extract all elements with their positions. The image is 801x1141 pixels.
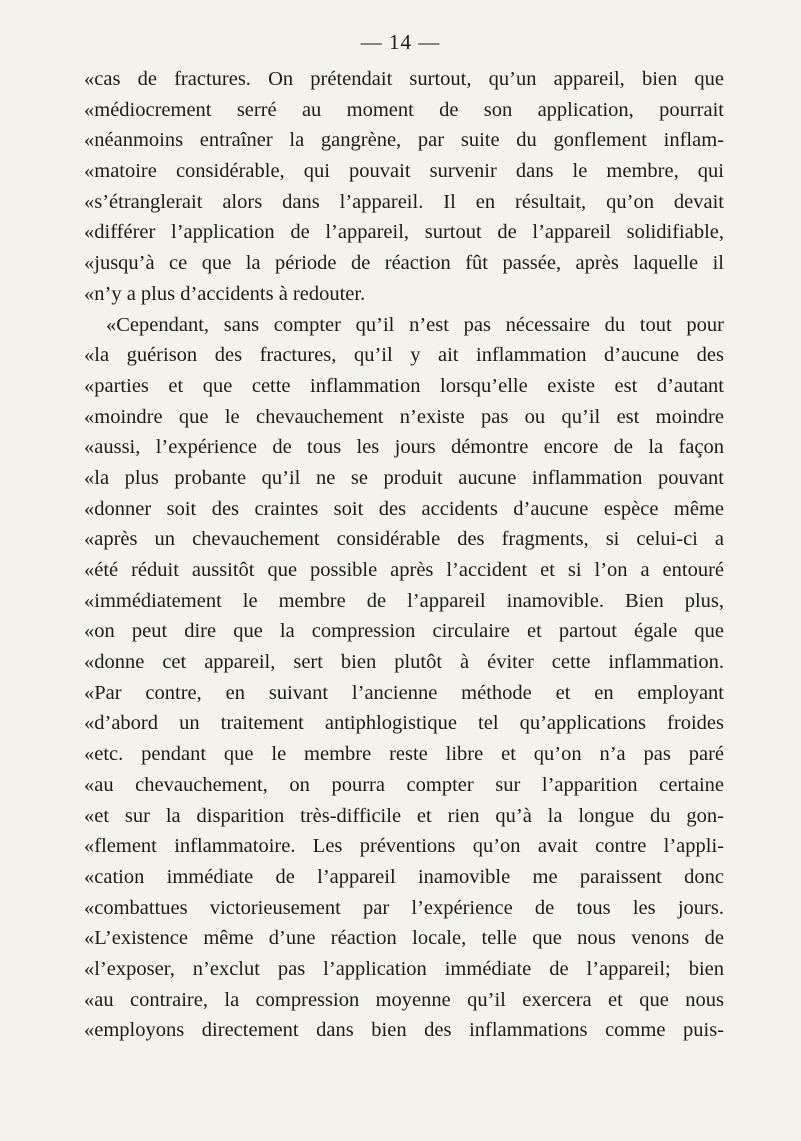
text-line: «aussi, l’expérience de tous les jours démontre encore de la façon xyxy=(84,436,724,459)
text-line: «néanmoins entraîner la gangrène, par suite du gonflement inflam- xyxy=(84,129,724,152)
text-line: «combattues victorieusement par l’expérience de tous les jours. xyxy=(84,896,724,919)
text-line: «la plus probante qu’il ne se produit aucune inflammation pouvant xyxy=(84,466,724,489)
text-line: «on peut dire que la compression circulaire et partout égale que xyxy=(84,620,724,643)
text-line: «flement inflammatoire. Les préventions qu’on avait contre l’appli- xyxy=(84,835,724,858)
text-line: «cas de fractures. On prétendait surtout, qu’un appareil, bien que xyxy=(84,68,724,90)
text-line: «n’y a plus d’accidents à redouter. xyxy=(84,282,366,305)
text-line: «été réduit aussitôt que possible après l’accident et si l’on a entouré xyxy=(84,559,724,581)
text-line: «L’existence même d’une réaction locale, telle que nous venons de xyxy=(84,927,724,950)
text-line: «et sur la disparition très-difficile et rien qu’à la longue du gon- xyxy=(84,804,724,827)
text-line: «cation immédiate de l’appareil inamovible me paraissent donc xyxy=(84,865,724,888)
text-line: «après un chevauchement considérable des fragments, si celui-ci a xyxy=(84,528,724,551)
text-line: «employons directement dans bien des inflammations comme puis- xyxy=(84,1019,724,1042)
text-line: «différer l’application de l’appareil, surtout de l’appareil solidifiable, xyxy=(84,221,724,244)
text-line: «l’exposer, n’exclut pas l’application immédiate de l’appareil; bien xyxy=(84,957,724,980)
text-line: «parties et que cette inflammation lorsqu’elle existe est d’autant xyxy=(84,374,724,397)
text-line: «la guérison des fractures, qu’il y ait inflammation d’aucune des xyxy=(84,344,724,367)
text-line: «jusqu’à ce que la période de réaction fût passée, après laquelle il xyxy=(84,252,724,275)
text-line: «médiocrement serré au moment de son application, pourrait xyxy=(84,98,724,121)
text-line: «immédiatement le membre de l’appareil inamovible. Bien plus, xyxy=(84,589,724,612)
text-line: «au chevauchement, on pourra compter sur l’apparition certaine xyxy=(84,773,724,796)
text-line: «au contraire, la compression moyenne qu’il exercera et que nous xyxy=(84,988,724,1011)
text-line: «donner soit des craintes soit des accidents d’aucune espèce même xyxy=(84,497,724,520)
body-text xyxy=(84,64,724,1046)
text-line: «matoire considérable, qui pouvait survenir dans le membre, qui xyxy=(84,160,724,183)
text-line: «d’abord un traitement antiphlogistique tel qu’applications froides xyxy=(84,712,724,735)
text-line: «moindre que le chevauchement n’existe pas ou qu’il est moindre xyxy=(84,405,724,428)
text-line: «donne cet appareil, sert bien plutôt à éviter cette inflammation. xyxy=(84,651,724,674)
text-line: «etc. pendant que le membre reste libre et qu’on n’a pas paré xyxy=(84,743,724,766)
paragraph-start-line: «Cependant, sans compter qu’il n’est pas nécessaire du tout pour xyxy=(106,313,724,336)
text-line: «s’étranglerait alors dans l’appareil. Il en résultait, qu’on devait xyxy=(84,190,724,213)
text-line: «Par contre, en suivant l’ancienne méthode et en employant xyxy=(84,681,724,704)
page-number: — 14 — xyxy=(360,30,441,54)
